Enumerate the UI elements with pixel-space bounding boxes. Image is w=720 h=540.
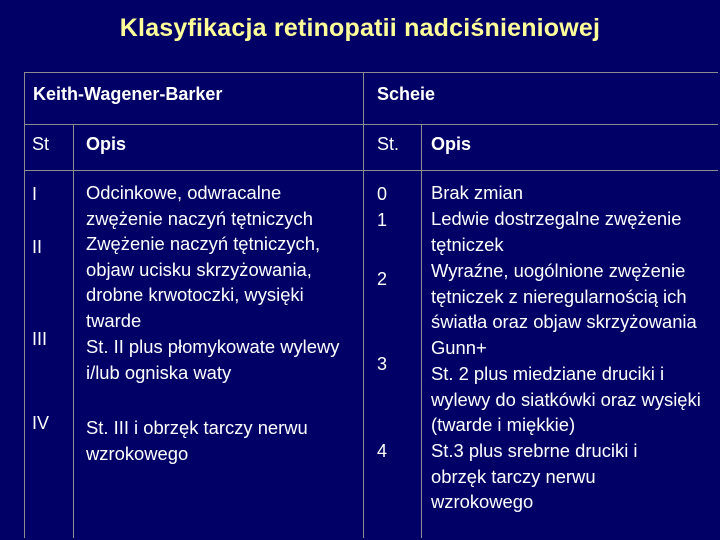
scheie-stage-1: 1 — [377, 210, 388, 230]
table-border-top — [24, 72, 718, 73]
column-header-kwb-desc: Opis — [86, 134, 127, 154]
kwb-desc-i: Odcinkowe, odwracalne zwężenie naczyń tętniczych — [86, 182, 313, 229]
column-header-scheie-desc: Opis — [431, 134, 472, 154]
scheie-desc-0: Brak zmian — [431, 182, 523, 203]
table-border-left — [24, 72, 25, 538]
scheie-stage-2: 2 — [377, 269, 388, 289]
group-header-scheie: Scheie — [377, 84, 436, 104]
table-divider-group-header — [24, 124, 718, 125]
table-divider-column-header — [24, 170, 718, 171]
kwb-desc-iii: St. II plus płomykowate wylewy i/lub ogniska waty — [86, 336, 340, 383]
scheie-desc-2: Wyraźne, uogólnione zwężenie tętniczek z nieregularnością ich światła oraz objaw skrzyżowania Gunn+ — [431, 260, 697, 358]
scheie-stage-4: 4 — [377, 441, 388, 461]
slide-title: Klasyfikacja retinopatii nadciśnieniowej — [119, 14, 601, 42]
kwb-stage-iii: III — [32, 329, 48, 349]
kwb-stage-iv: IV — [32, 413, 50, 433]
scheie-desc-3: St. 2 plus miedziane druciki i wylewy do siatkówki oraz wysięki (twarde i miękkie) — [431, 363, 701, 436]
table-divider-kwb-stage — [73, 124, 74, 538]
scheie-stage-0: 0 — [377, 184, 388, 204]
table-divider-groups — [363, 72, 364, 538]
column-header-scheie-stage: St. — [377, 134, 400, 154]
table-divider-scheie-stage — [421, 124, 422, 538]
classification-table — [24, 72, 718, 538]
scheie-stage-3: 3 — [377, 354, 388, 374]
kwb-stage-i: I — [32, 184, 38, 204]
kwb-stage-ii: II — [32, 237, 43, 257]
kwb-desc-iv: St. III i obrzęk tarczy nerwu wzrokowego — [86, 417, 308, 464]
scheie-desc-1: Ledwie dostrzegalne zwężenie tętniczek — [431, 208, 682, 255]
column-header-kwb-stage: St — [32, 134, 50, 154]
kwb-desc-ii: Zwężenie naczyń tętniczych, objaw ucisku skrzyżowania, drobne krwotoczki, wysięki twarde — [86, 233, 321, 331]
scheie-desc-4: St.3 plus srebrne druciki i obrzęk tarczy nerwu wzrokowego — [431, 440, 638, 513]
group-header-kwb: Keith-Wagener-Barker — [33, 84, 223, 104]
